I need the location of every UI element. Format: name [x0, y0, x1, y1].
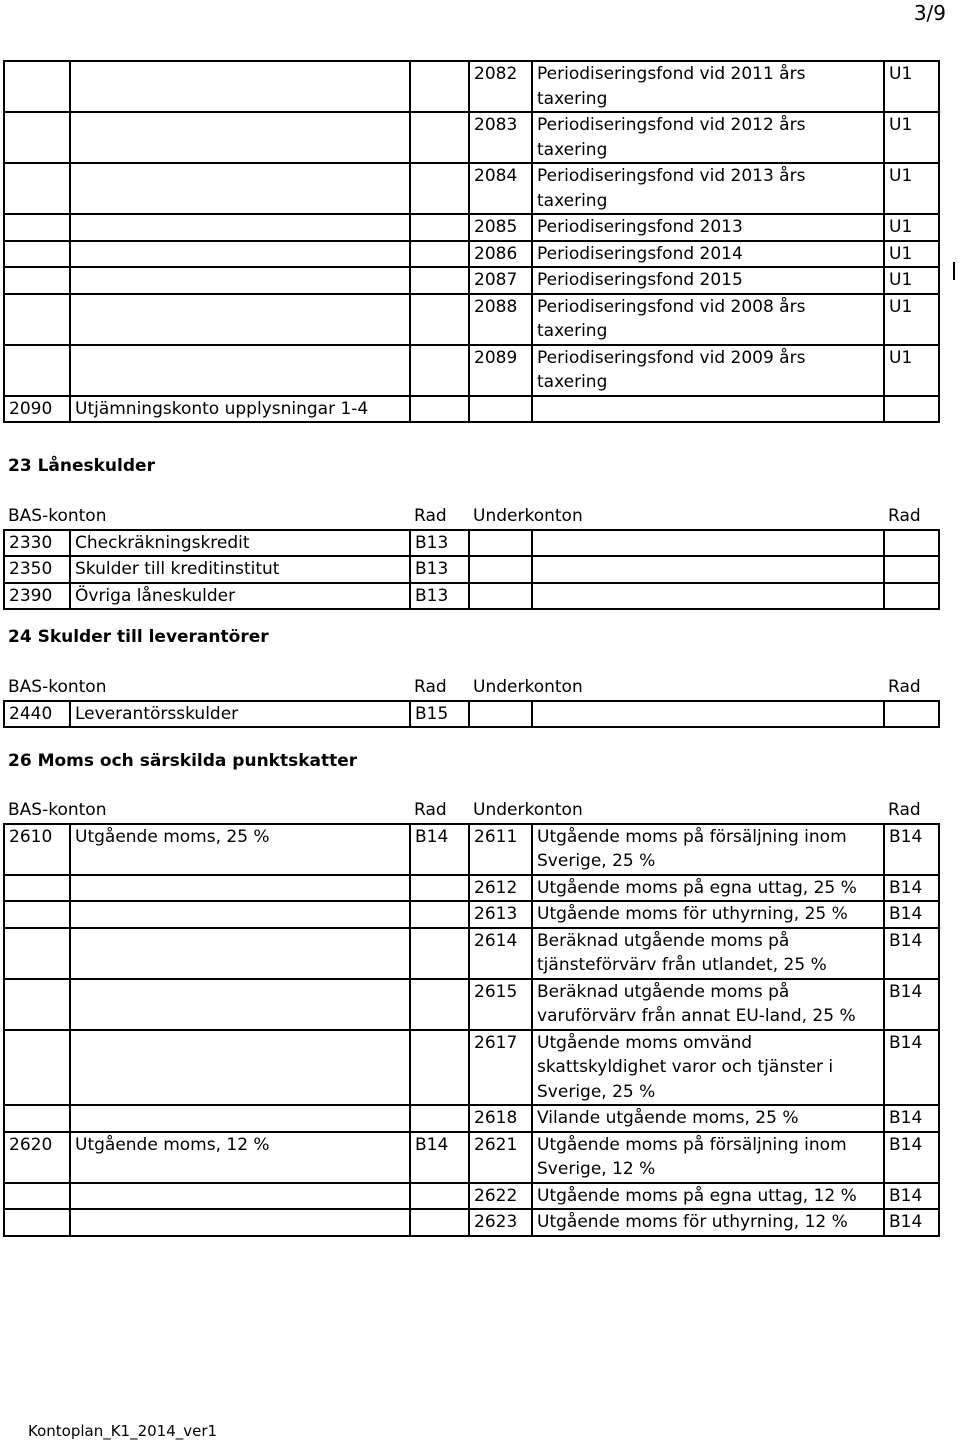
table-cell — [4, 294, 70, 345]
table-cell: 2089 — [469, 345, 532, 396]
moms-table — [3, 798, 940, 1237]
table-row — [4, 396, 939, 423]
table-cell — [410, 901, 469, 928]
table-cell: B14 — [884, 901, 939, 928]
table-cell: 2618 — [469, 1105, 532, 1132]
table-cell — [532, 583, 884, 610]
table-cell — [70, 294, 410, 345]
table-cell: 2090 — [4, 396, 70, 423]
table-row — [4, 979, 939, 1030]
section-title-24: 24 Skulder till leverantörer — [8, 627, 269, 647]
table-cell: 2615 — [469, 979, 532, 1030]
table-cell — [4, 979, 70, 1030]
table-cell — [70, 214, 410, 241]
table-row — [4, 824, 939, 875]
table-cell: B14 — [884, 875, 939, 902]
table-cell: 2620 — [4, 1132, 70, 1183]
table-cell — [884, 701, 939, 728]
table-cell: B14 — [884, 1132, 939, 1183]
table-row — [4, 530, 939, 557]
table-cell — [4, 928, 70, 979]
table-cell: Periodiseringsfond vid 2008 års taxering — [532, 294, 884, 345]
section-title-26: 26 Moms och särskilda punktskatter — [8, 751, 358, 771]
table-cell — [70, 1209, 410, 1236]
table-cell: 2330 — [4, 530, 70, 557]
table-cell — [70, 163, 410, 214]
header-rad: Rad — [414, 506, 447, 526]
table-cell — [884, 583, 939, 610]
table-cell — [532, 556, 884, 583]
table-cell: U1 — [884, 214, 939, 241]
table-cell: B14 — [884, 1030, 939, 1106]
table-cell: U1 — [884, 345, 939, 396]
table-cell: Leverantörsskulder — [70, 701, 410, 728]
table-cell: Utgående moms, 25 % — [70, 824, 410, 875]
table-cell — [70, 1030, 410, 1106]
table-cell — [70, 267, 410, 294]
table-cell — [4, 1183, 70, 1210]
table-row — [4, 294, 939, 345]
header-rad: Rad — [414, 800, 447, 820]
header-rad: Rad — [888, 800, 921, 820]
document-footer: Kontoplan_K1_2014_ver1 — [28, 1422, 218, 1440]
table-cell: Utgående moms omvänd skattskyldighet varor och tjänster i Sverige, 25 % — [532, 1030, 884, 1106]
table-cell — [410, 61, 469, 112]
table-cell: Periodiseringsfond vid 2009 års taxering — [532, 345, 884, 396]
table-cell: B14 — [884, 824, 939, 875]
table-cell: B14 — [884, 979, 939, 1030]
table-cell: Checkräkningskredit — [70, 530, 410, 557]
table-cell: Periodiseringsfond 2014 — [532, 241, 884, 268]
table-cell — [70, 928, 410, 979]
table-cell: Periodiseringsfond 2015 — [532, 267, 884, 294]
table-cell — [469, 530, 532, 557]
table-row — [4, 1030, 939, 1106]
table-row — [4, 1183, 939, 1210]
table-cell: 2623 — [469, 1209, 532, 1236]
table-cell: Beräknad utgående moms på varuförvärv från annat EU-land, 25 % — [532, 979, 884, 1030]
page-number: 3/9 — [913, 1, 946, 25]
table-cell — [70, 901, 410, 928]
table-cell — [410, 163, 469, 214]
table-cell — [4, 214, 70, 241]
table-cell: Vilande utgående moms, 25 % — [532, 1105, 884, 1132]
table-row — [4, 701, 939, 728]
table-cell: U1 — [884, 61, 939, 112]
table-row — [4, 112, 939, 163]
table-cell — [4, 61, 70, 112]
laneskulder-table — [3, 504, 940, 610]
table-cell: B13 — [410, 530, 469, 557]
header-underkonton: Underkonton — [473, 506, 583, 526]
table-row — [4, 583, 939, 610]
table-cell — [70, 979, 410, 1030]
table-cell — [410, 979, 469, 1030]
table-cell: B14 — [884, 1105, 939, 1132]
header-rad: Rad — [414, 677, 447, 697]
table-cell — [4, 163, 70, 214]
header-underkonton: Underkonton — [473, 800, 583, 820]
table-cell: 2087 — [469, 267, 532, 294]
table-cell: Övriga låneskulder — [70, 583, 410, 610]
table-cell: Utgående moms på egna uttag, 25 % — [532, 875, 884, 902]
table-cell: 2622 — [469, 1183, 532, 1210]
table-cell — [532, 396, 884, 423]
table-cell — [410, 1209, 469, 1236]
table-cell: 2621 — [469, 1132, 532, 1183]
table-cell — [410, 267, 469, 294]
table-row — [4, 214, 939, 241]
header-bas-konton: BAS-konton — [8, 800, 107, 820]
table-cell — [70, 241, 410, 268]
table-cell: Utgående moms för uthyrning, 25 % — [532, 901, 884, 928]
table-cell — [410, 214, 469, 241]
table-cell — [532, 530, 884, 557]
table-row — [4, 163, 939, 214]
table-row — [4, 1209, 939, 1236]
table-cell: 2613 — [469, 901, 532, 928]
table-header-row — [4, 675, 939, 701]
table-cell: 2440 — [4, 701, 70, 728]
table-cell: Utgående moms på försäljning inom Sverige, 12 % — [532, 1132, 884, 1183]
table-cell: B14 — [884, 1209, 939, 1236]
table-cell — [410, 1030, 469, 1106]
table-cell: Utjämningskonto upplysningar 1-4 — [70, 396, 410, 423]
table-cell — [410, 241, 469, 268]
table-cell: U1 — [884, 163, 939, 214]
table-header-row — [4, 504, 939, 530]
margin-mark — [953, 262, 955, 280]
table-cell: B15 — [410, 701, 469, 728]
table-cell — [410, 396, 469, 423]
table-cell: Periodiseringsfond vid 2011 års taxering — [532, 61, 884, 112]
table-cell: 2084 — [469, 163, 532, 214]
header-underkonton: Underkonton — [473, 677, 583, 697]
header-rad: Rad — [888, 506, 921, 526]
table-cell — [4, 1105, 70, 1132]
table-cell: 2611 — [469, 824, 532, 875]
table-cell: B13 — [410, 556, 469, 583]
table-cell — [410, 1105, 469, 1132]
table-cell: Utgående moms, 12 % — [70, 1132, 410, 1183]
table-row — [4, 241, 939, 268]
table-cell — [70, 875, 410, 902]
table-cell — [410, 112, 469, 163]
table-cell: 2088 — [469, 294, 532, 345]
header-rad: Rad — [888, 677, 921, 697]
periodiseringsfond-table — [3, 60, 940, 423]
table-cell: 2085 — [469, 214, 532, 241]
table-cell: Beräknad utgående moms på tjänsteförvärv från utlandet, 25 % — [532, 928, 884, 979]
table-cell: B14 — [410, 1132, 469, 1183]
table-cell: B14 — [884, 928, 939, 979]
table-cell — [410, 875, 469, 902]
table-cell — [4, 345, 70, 396]
table-cell: 2610 — [4, 824, 70, 875]
table-cell — [410, 294, 469, 345]
table-row — [4, 556, 939, 583]
table-cell — [469, 396, 532, 423]
table-cell — [70, 345, 410, 396]
table-cell: Utgående moms för uthyrning, 12 % — [532, 1209, 884, 1236]
table-cell — [4, 901, 70, 928]
table-cell: B14 — [884, 1183, 939, 1210]
table-cell — [410, 345, 469, 396]
table-cell: U1 — [884, 241, 939, 268]
table-cell — [469, 556, 532, 583]
table-row — [4, 928, 939, 979]
table-cell — [4, 241, 70, 268]
table-cell — [884, 530, 939, 557]
table-cell: 2086 — [469, 241, 532, 268]
table-cell — [469, 583, 532, 610]
table-cell: U1 — [884, 294, 939, 345]
table-cell: B14 — [410, 824, 469, 875]
table-cell: B13 — [410, 583, 469, 610]
table-cell: Utgående moms på försäljning inom Sverige, 25 % — [532, 824, 884, 875]
table-cell — [884, 556, 939, 583]
table-cell: Skulder till kreditinstitut — [70, 556, 410, 583]
table-row — [4, 901, 939, 928]
table-row — [4, 267, 939, 294]
table-cell — [4, 1030, 70, 1106]
table-row — [4, 345, 939, 396]
table-cell — [70, 1183, 410, 1210]
header-bas-konton: BAS-konton — [8, 677, 107, 697]
table-cell: Periodiseringsfond 2013 — [532, 214, 884, 241]
table-cell: 2617 — [469, 1030, 532, 1106]
table-cell: U1 — [884, 267, 939, 294]
header-bas-konton: BAS-konton — [8, 506, 107, 526]
table-cell — [469, 701, 532, 728]
table-cell: 2350 — [4, 556, 70, 583]
table-row — [4, 61, 939, 112]
table-cell — [884, 396, 939, 423]
table-row — [4, 1105, 939, 1132]
table-row — [4, 875, 939, 902]
table-cell: 2614 — [469, 928, 532, 979]
table-cell: 2082 — [469, 61, 532, 112]
table-cell: Utgående moms på egna uttag, 12 % — [532, 1183, 884, 1210]
table-cell — [4, 1209, 70, 1236]
section-title-23: 23 Låneskulder — [8, 456, 155, 476]
table-cell: Periodiseringsfond vid 2012 års taxering — [532, 112, 884, 163]
table-row — [4, 1132, 939, 1183]
table-cell — [532, 701, 884, 728]
table-cell — [70, 1105, 410, 1132]
table-cell — [4, 875, 70, 902]
table-cell: 2083 — [469, 112, 532, 163]
table-cell — [410, 1183, 469, 1210]
table-cell: U1 — [884, 112, 939, 163]
table-cell — [70, 61, 410, 112]
leverantorer-table — [3, 675, 940, 728]
table-cell — [70, 112, 410, 163]
table-cell: 2390 — [4, 583, 70, 610]
table-cell — [410, 928, 469, 979]
table-cell — [4, 112, 70, 163]
table-header-row — [4, 798, 939, 824]
table-cell: Periodiseringsfond vid 2013 års taxering — [532, 163, 884, 214]
table-cell — [4, 267, 70, 294]
table-cell: 2612 — [469, 875, 532, 902]
